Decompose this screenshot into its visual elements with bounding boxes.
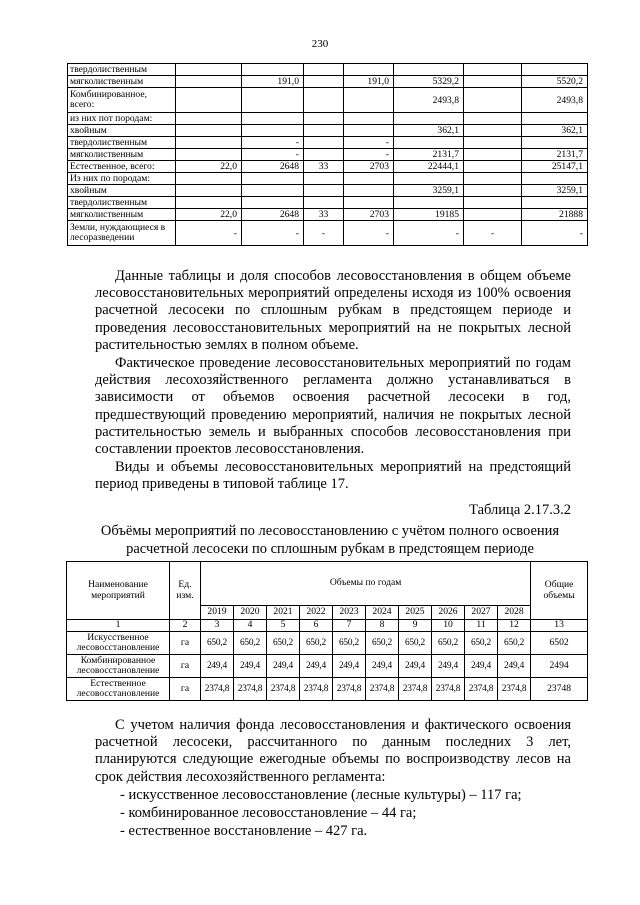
table-row	[68, 209, 588, 221]
index-cell: 2	[170, 620, 201, 632]
continuation-table	[67, 63, 588, 246]
table-cell	[394, 173, 464, 185]
header-volumes: Объемы по годам	[201, 562, 531, 606]
table-cell: 191,0	[242, 76, 304, 88]
table-cell	[176, 76, 242, 88]
table-cell	[242, 64, 304, 76]
row-label: Естественное, всего:	[68, 161, 176, 173]
value-cell: 650,2	[234, 632, 267, 655]
index-cell: 12	[498, 620, 531, 632]
row-label: из них пот породам:	[68, 113, 176, 125]
table-cell	[464, 149, 522, 161]
table-cell: 2493,8	[394, 88, 464, 113]
paragraph-4: С учетом наличия фонда лесовосстановления и фактического освоения расчетной лесосеки, рассчитанного по данным последних 3 лет, планируются следующие ежегодные объемы по воспроизводству лесов на срок действия лесохозяйственного регламента:	[95, 717, 571, 785]
table-cell	[522, 173, 588, 185]
index-row	[67, 620, 588, 632]
table-title: Объёмы мероприятий по лесовосстановлению с учётом полного освоения расчетной лесосеки по сплошным рубкам в предстоящем периоде	[100, 523, 560, 557]
index-cell: 9	[399, 620, 432, 632]
value-cell: 650,2	[267, 632, 300, 655]
table-cell	[394, 137, 464, 149]
table-cell	[464, 209, 522, 221]
value-cell: 650,2	[300, 632, 333, 655]
value-cell: 249,4	[267, 655, 300, 678]
year-cell: 2020	[234, 606, 267, 620]
header-name: Наименование мероприятий	[67, 562, 170, 620]
row-label: хвойным	[68, 125, 176, 137]
row-label: твердолиственным	[68, 197, 176, 209]
table-cell	[464, 197, 522, 209]
index-cell: 11	[465, 620, 498, 632]
table-cell	[176, 113, 242, 125]
index-cell: 8	[366, 620, 399, 632]
paragraph-3: Виды и объемы лесовосстановительных мероприятий на предстоящий период приведены в типовой таблице 17.	[95, 459, 571, 493]
table-row	[68, 173, 588, 185]
value-cell: 249,4	[300, 655, 333, 678]
table-row	[68, 185, 588, 197]
unit-cell: га	[170, 655, 201, 678]
table-cell	[464, 137, 522, 149]
table-row	[68, 88, 588, 113]
header-unit: Ед. изм.	[170, 562, 201, 620]
table-cell	[304, 76, 344, 88]
row-label: Комбинированное, всего:	[68, 88, 176, 113]
table-cell	[242, 88, 304, 113]
page-number: 230	[311, 38, 329, 50]
paragraph-1: Данные таблицы и доля способов лесовосстановления в общем объеме лесовосстановительных мероприятий определены исходя из 100% освоения расчетной лесосеки по сплошным рубкам в предстоящем периоде и проведения лесовосстановительных мероприятий на не покрытых лесной растительностью землях в полном объеме.	[95, 268, 571, 353]
table-cell	[176, 173, 242, 185]
value-cell: 650,2	[498, 632, 531, 655]
table-cell	[464, 76, 522, 88]
table-cell: -	[304, 221, 344, 246]
value-cell: 249,4	[333, 655, 366, 678]
year-cell: 2022	[300, 606, 333, 620]
table-row	[67, 678, 588, 701]
activity-name: Естественное лесовосстановление	[67, 678, 170, 701]
table-cell	[176, 185, 242, 197]
table-cell: 2131,7	[394, 149, 464, 161]
table-cell: 22,0	[176, 209, 242, 221]
table-cell	[464, 88, 522, 113]
table-cell	[344, 88, 394, 113]
table-cell	[242, 197, 304, 209]
value-cell: 249,4	[366, 655, 399, 678]
table-cell: 5329,2	[394, 76, 464, 88]
row-label: твердолиственным	[68, 64, 176, 76]
row-label: мягколиственным	[68, 209, 176, 221]
table-cell	[344, 173, 394, 185]
table-cell: 5520,2	[522, 76, 588, 88]
table-cell: 362,1	[522, 125, 588, 137]
table-cell: -	[344, 137, 394, 149]
value-cell: 249,4	[399, 655, 432, 678]
value-cell: 2374,8	[201, 678, 234, 701]
bullet-item-natural: - естественное восстановление – 427 га.	[120, 823, 368, 839]
table-row	[68, 221, 588, 246]
value-cell: 249,4	[498, 655, 531, 678]
row-label: Из них по породам:	[68, 173, 176, 185]
table-cell	[176, 125, 242, 137]
index-cell: 5	[267, 620, 300, 632]
value-cell: 650,2	[201, 632, 234, 655]
row-label: Земли, нуждающиеся в лесоразведении	[68, 221, 176, 246]
table-cell	[242, 113, 304, 125]
table-cell: -	[344, 221, 394, 246]
table-cell: 19185	[394, 209, 464, 221]
table-cell: 362,1	[394, 125, 464, 137]
table-cell: 2703	[344, 161, 394, 173]
table-cell	[464, 161, 522, 173]
table-cell	[344, 185, 394, 197]
index-cell: 6	[300, 620, 333, 632]
table-cell	[464, 113, 522, 125]
table-cell	[394, 113, 464, 125]
value-cell: 2374,8	[333, 678, 366, 701]
volume-table-body	[67, 562, 588, 701]
table-cell	[176, 149, 242, 161]
table-cell: 2131,7	[522, 149, 588, 161]
value-cell: 2374,8	[399, 678, 432, 701]
table-row	[68, 113, 588, 125]
table-cell: 33	[304, 209, 344, 221]
table-cell: -	[464, 221, 522, 246]
total-cell: 23748	[531, 678, 588, 701]
table-cell: -	[176, 221, 242, 246]
index-cell: 10	[432, 620, 465, 632]
table-cell	[464, 185, 522, 197]
table-row	[68, 197, 588, 209]
table-cell	[242, 173, 304, 185]
value-cell: 650,2	[399, 632, 432, 655]
table-row	[68, 137, 588, 149]
unit-cell: га	[170, 678, 201, 701]
table-cell: 2648	[242, 161, 304, 173]
table-cell	[176, 137, 242, 149]
table-cell	[344, 64, 394, 76]
year-cell: 2023	[333, 606, 366, 620]
table-cell: -	[394, 221, 464, 246]
table-cell: -	[242, 137, 304, 149]
table-cell	[242, 125, 304, 137]
table-cell	[522, 113, 588, 125]
year-cell: 2021	[267, 606, 300, 620]
table-cell	[304, 113, 344, 125]
continuation-table-body	[68, 64, 588, 246]
bullet-item-combined: - комбинированное лесовосстановление – 44 га;	[120, 805, 417, 821]
value-cell: 2374,8	[498, 678, 531, 701]
table-row	[68, 149, 588, 161]
paragraph-2: Фактическое проведение лесовосстановительных мероприятий по годам действия лесохозяйственного регламента должно устанавливаться в зависимости от объемов освоения расчетной лесосеки в год, предшествующий проведению мероприятий, наличия не покрытых лесной растительностью земель и выбранных способов лесовосстановления при составлении проектов лесовосстановления.	[95, 355, 571, 458]
value-cell: 249,4	[234, 655, 267, 678]
year-cell: 2025	[399, 606, 432, 620]
table-cell: 2493,8	[522, 88, 588, 113]
table-cell: 22444,1	[394, 161, 464, 173]
table-cell	[344, 113, 394, 125]
activity-name: Искусственное лесовосстановление	[67, 632, 170, 655]
table-cell	[176, 64, 242, 76]
value-cell: 2374,8	[234, 678, 267, 701]
table-cell	[394, 64, 464, 76]
year-cell: 2027	[465, 606, 498, 620]
value-cell: 650,2	[432, 632, 465, 655]
table-cell	[176, 88, 242, 113]
index-cell: 4	[234, 620, 267, 632]
table-row	[67, 655, 588, 678]
table-cell: 21888	[522, 209, 588, 221]
value-cell: 249,4	[432, 655, 465, 678]
total-cell: 6502	[531, 632, 588, 655]
row-label: мягколиственным	[68, 149, 176, 161]
table-cell	[304, 173, 344, 185]
value-cell: 249,4	[201, 655, 234, 678]
table-cell	[304, 64, 344, 76]
table-row	[68, 125, 588, 137]
table-cell: -	[242, 149, 304, 161]
row-label: твердолиственным	[68, 137, 176, 149]
table-cell: -	[242, 221, 304, 246]
table-cell: 2648	[242, 209, 304, 221]
activity-name: Комбинированное лесовосстановление	[67, 655, 170, 678]
table-row	[68, 161, 588, 173]
value-cell: 650,2	[366, 632, 399, 655]
index-cell: 7	[333, 620, 366, 632]
row-label: хвойным	[68, 185, 176, 197]
table-cell	[304, 149, 344, 161]
total-cell: 2494	[531, 655, 588, 678]
table-cell	[464, 173, 522, 185]
table-cell: -	[344, 149, 394, 161]
table-cell	[344, 125, 394, 137]
value-cell: 2374,8	[432, 678, 465, 701]
index-cell: 13	[531, 620, 588, 632]
table-cell: 3259,1	[394, 185, 464, 197]
unit-cell: га	[170, 632, 201, 655]
table-cell	[464, 125, 522, 137]
value-cell: 650,2	[333, 632, 366, 655]
table-cell: 25147,1	[522, 161, 588, 173]
table-cell	[522, 137, 588, 149]
table-cell	[304, 88, 344, 113]
index-cell: 3	[201, 620, 234, 632]
table-cell: 191,0	[344, 76, 394, 88]
table-cell	[304, 125, 344, 137]
table-row	[68, 64, 588, 76]
value-cell: 2374,8	[267, 678, 300, 701]
table-cell	[464, 64, 522, 76]
table-cell: 22,0	[176, 161, 242, 173]
value-cell: 2374,8	[366, 678, 399, 701]
year-cell: 2026	[432, 606, 465, 620]
bullet-item-artificial: - искусственное лесовосстановление (лесные культуры) – 117 га;	[120, 787, 522, 803]
volume-table	[66, 561, 588, 701]
table-row	[68, 76, 588, 88]
table-cell	[304, 185, 344, 197]
value-cell: 2374,8	[300, 678, 333, 701]
header-total: Общие объемы	[531, 562, 588, 620]
table-cell	[304, 197, 344, 209]
header-row	[67, 562, 588, 606]
table-row	[67, 632, 588, 655]
year-cell: 2028	[498, 606, 531, 620]
table-cell	[242, 185, 304, 197]
table-cell: 2703	[344, 209, 394, 221]
row-label: мягколиственным	[68, 76, 176, 88]
table-cell	[394, 197, 464, 209]
table-cell	[176, 197, 242, 209]
value-cell: 249,4	[465, 655, 498, 678]
table-label: Таблица 2.17.3.2	[469, 502, 571, 518]
year-cell: 2019	[201, 606, 234, 620]
table-cell: -	[522, 221, 588, 246]
table-cell	[522, 64, 588, 76]
table-cell	[344, 197, 394, 209]
index-cell: 1	[67, 620, 170, 632]
table-cell	[522, 197, 588, 209]
table-cell	[304, 137, 344, 149]
year-cell: 2024	[366, 606, 399, 620]
table-cell: 33	[304, 161, 344, 173]
table-cell: 3259,1	[522, 185, 588, 197]
value-cell: 650,2	[465, 632, 498, 655]
value-cell: 2374,8	[465, 678, 498, 701]
